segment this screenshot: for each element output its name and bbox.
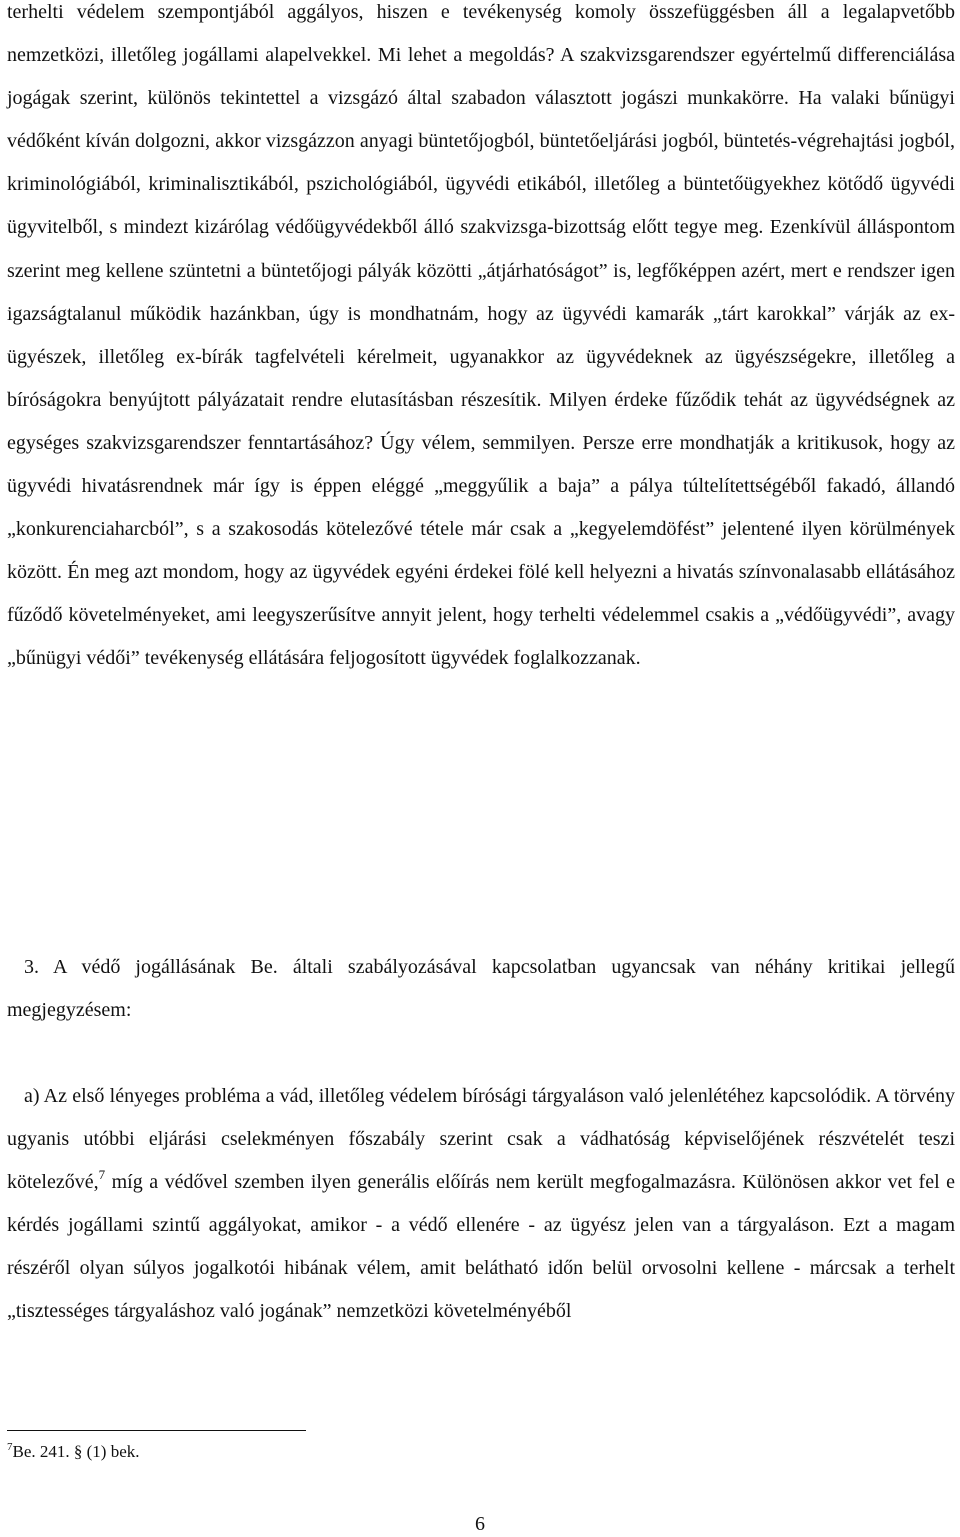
section-3-paragraph: 3. A védő jogállásának Be. általi szabályozásával kapcsolatban ugyancsak van néhány kritikai jellegű megjegyzésem:	[7, 956, 955, 1022]
footnote-text: Be. 241. § (1) bek.	[12, 1442, 140, 1461]
page-number: 6	[475, 1513, 485, 1535]
footnote	[7, 1441, 140, 1463]
paragraph-a	[7, 1075, 955, 1334]
footnote-separator	[7, 1430, 306, 1431]
body-paragraph: terhelti védelem szempontjából aggályos, hiszen e tevékenység komoly összefüggésben áll a legalapvetőbb nemzetközi, illetőleg jogállami alapelvekkel. Mi lehet a megoldás? A szakvizsgarendszer egyértelmű differenciálása jogágak szerint, különös tekintettel a vizsgázó által szabadon választott jogászi munkakörre. Ha valaki bűnügyi védőként kíván dolgozni, akkor vizsgázzon anyagi büntetőjogból, büntetőeljárási jogból, büntetés-végrehajtási jogból, kriminológiából, kriminalisztikából, pszichológiából, ügyvédi etikából, illetőleg a büntetőügyekhez kötődő ügyvédi ügyvitelből, s mindezt kizárólag védőügyvédekből álló szakvizsga-bizottság előtt tegye meg. Ezenkívül álláspontom szerint meg kellene szüntetni a büntetőjogi pályák közötti „átjárhatóságot” is, legfőképpen azért, mert e rendszer igen igazságtalanul működik hazánkban, úgy is mondhatnám, hogy az ügyvédi kamarák „tárt karokkal” várják az ex-ügyészek, illetőleg ex-bírák tagfelvételi kérelmeit, ugyanakkor az ügyvédeknek az ügyészségekre, illetőleg a bíróságokra benyújtott pályázatait rendre elutasításban részesítik. Milyen érdeke fűződik tehát az ügyvédségnek az egységes szakvizsgarendszer fenntartásához? Úgy vélem, semmilyen. Persze erre mondhatják a kritikusok, hogy az ügyvédi hivatásrendnek már így is éppen eléggé „meggyűlik a baja” a pálya túltelítettségéből fakadó, állandó „konkurenciaharcból”, s a szakosodás kötelezővé tétele már csak a „kegyelemdöfést” jelentené ilyen körülmények között. Én meg azt mondom, hogy az ügyvédek egyéni érdekei fölé kell helyezni a hivatás színvonalasabb ellátásához fűződő követelményeket, ami leegyszerűsítve annyit jelent, hogy terhelti védelemmel csakis a „védőügyvédi”, avagy „bűnügyi védői” tevékenység ellátására feljogosított ügyvédek foglalkozzanak.	[7, 1, 955, 670]
footnote-number: 7	[7, 1441, 13, 1453]
footnote-reference: 7	[98, 1167, 106, 1183]
paragraph-a-text: a) Az első lényeges probléma a vád, illetőleg védelem bírósági tárgyaláson való jelenlétéhez kapcsolódik. A törvény ugyanis utóbbi eljárási cselekményen főszabály szerint csak a vádhatóság képviselőjének részvételét teszi kötelezővé,	[7, 1085, 955, 1194]
paragraph-a-text-continued: míg a védővel szemben ilyen generális előírás nem került megfogalmazásra. Különösen akkor vet fel e kérdés jogállami szintű aggályokat, amikor - a védő ellenére - az ügyész jelen van a tárgyaláson. Ezt a magam részéről olyan súlyos jogalkotói hibának vélem, amit belátható időn belül orvosolni kellene - márcsak a terhelt „tisztességes tárgyaláshoz való jogának” nemzetközi követelményéből	[7, 1171, 955, 1323]
